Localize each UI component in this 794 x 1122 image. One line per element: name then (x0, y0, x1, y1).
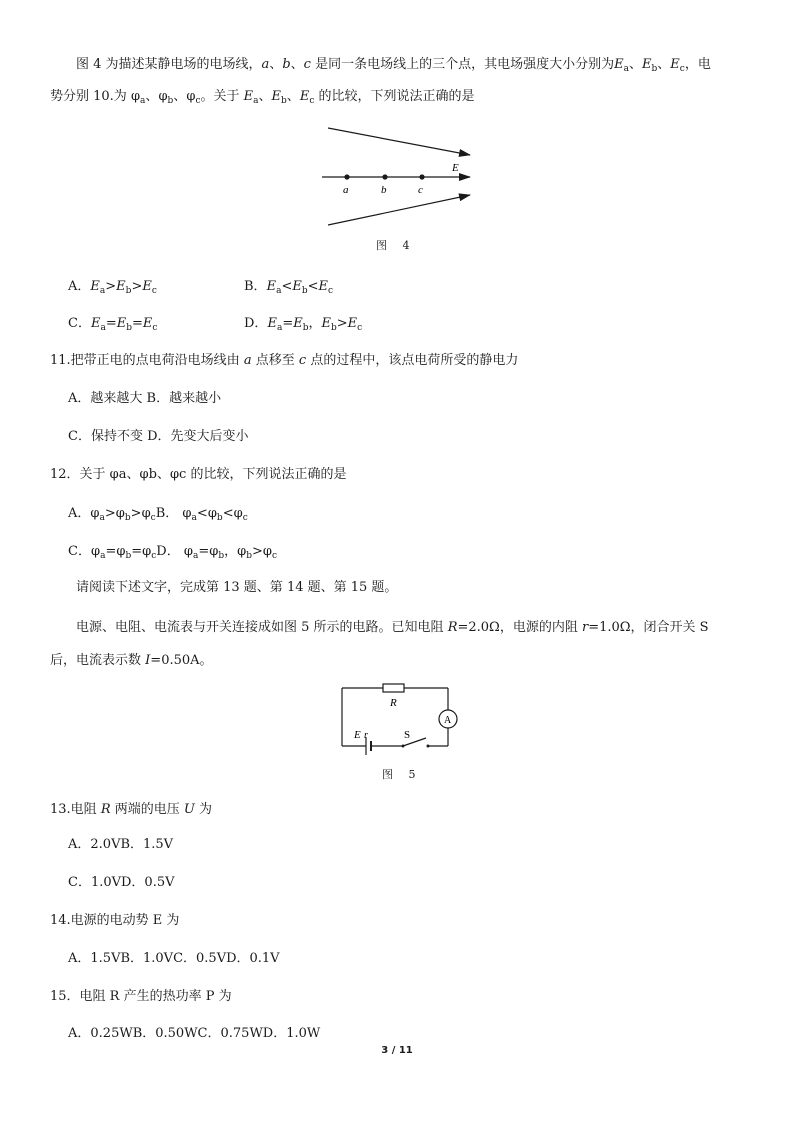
reading-instruction: 请阅读下述文字，完成第 13 题、第 14 题、第 15 题。 (76, 580, 398, 595)
q11-stem: 11.把带正电的点电荷沿电场线由 a 点移至 c 点的过程中，该点电荷所受的静电力 (50, 353, 519, 368)
q10-option-b[interactable]: B．$E_a<E_b<E_c$ (244, 279, 334, 296)
passage-line2: 后，电流表示数 I=0.50A。 (50, 653, 213, 668)
passage-line1: 电源、电阻、电流表与开关连接成如图 5 所示的电路。已知电阻 R=2.0Ω，电源的内阻 r=1.0Ω，闭合开关 S (76, 620, 709, 635)
label-r: R (390, 697, 397, 709)
q12-stem: 12．关于 φa、φb、φc 的比较，下列说法正确的是 (50, 467, 347, 482)
q13-options-ab[interactable]: A．2.0VB．1.5V (68, 837, 174, 852)
q10-stem-line1: 图 4 为描述某静电场的电场线，a、b、c 是同一条电场线上的三个点，其电场强度大小分别为$E_a$、$E_b$、$E_c$，电 (76, 57, 711, 74)
figure-5-caption: 图 5 (382, 768, 422, 781)
resistor-r (383, 684, 404, 692)
q12-options-cd[interactable]: C．$\varphi_a=\varphi_b=\varphi_cD$． $\varphi_a=\varphi_b$，$\varphi_b>\varphi_c$ (68, 544, 278, 561)
figure-4-caption: 图 4 (376, 239, 416, 252)
q10-option-a[interactable]: A．$E_a>E_b>E_c$ (68, 279, 157, 296)
label-ammeter: A (444, 715, 452, 726)
label-a: a (343, 184, 349, 196)
q12-options-ab[interactable]: A．$\varphi_a>\varphi_b>\varphi_cB$． $\varphi_a<\varphi_b<\varphi_c$ (68, 506, 248, 523)
q15-options[interactable]: A．0.25WB．0.50WC．0.75WD．1.0W (68, 1026, 321, 1041)
label-internal-r: r (364, 730, 368, 741)
q15-stem: 15．电阻 R 产生的热功率 P 为 (50, 989, 232, 1004)
label-b: b (381, 184, 387, 196)
q13-stem: 13.电阻 R 两端的电压 U 为 (50, 802, 213, 817)
q14-options[interactable]: A．1.5VB．1.0VC．0.5VD．0.1V (68, 951, 280, 966)
q11-options-cd[interactable]: C．保持不变 D．先变大后变小 (68, 429, 249, 444)
page-number: 3 / 11 (381, 1045, 413, 1056)
label-emf: E (354, 729, 361, 741)
label-switch: S (404, 729, 411, 741)
label-e: E (452, 162, 459, 174)
q13-options-cd[interactable]: C．1.0VD．0.5V (68, 875, 175, 890)
q14-stem: 14.电源的电动势 E 为 (50, 913, 180, 928)
label-c: c (418, 184, 423, 196)
q11-options-ab[interactable]: A．越来越大 B．越来越小 (68, 391, 222, 406)
q10-stem-line2: 势分别 10.为 $\varphi_a$、$\varphi_b$、$\varphi_c$。关于 $E_a$、$E_b$、$E_c$ 的比较，下列说法正确的是 (50, 89, 475, 106)
q10-option-c[interactable]: C．$E_a=E_b=E_c$ (68, 316, 158, 333)
q10-option-d[interactable]: D．$E_a=E_b$，$E_b>E_c$ (244, 316, 363, 333)
